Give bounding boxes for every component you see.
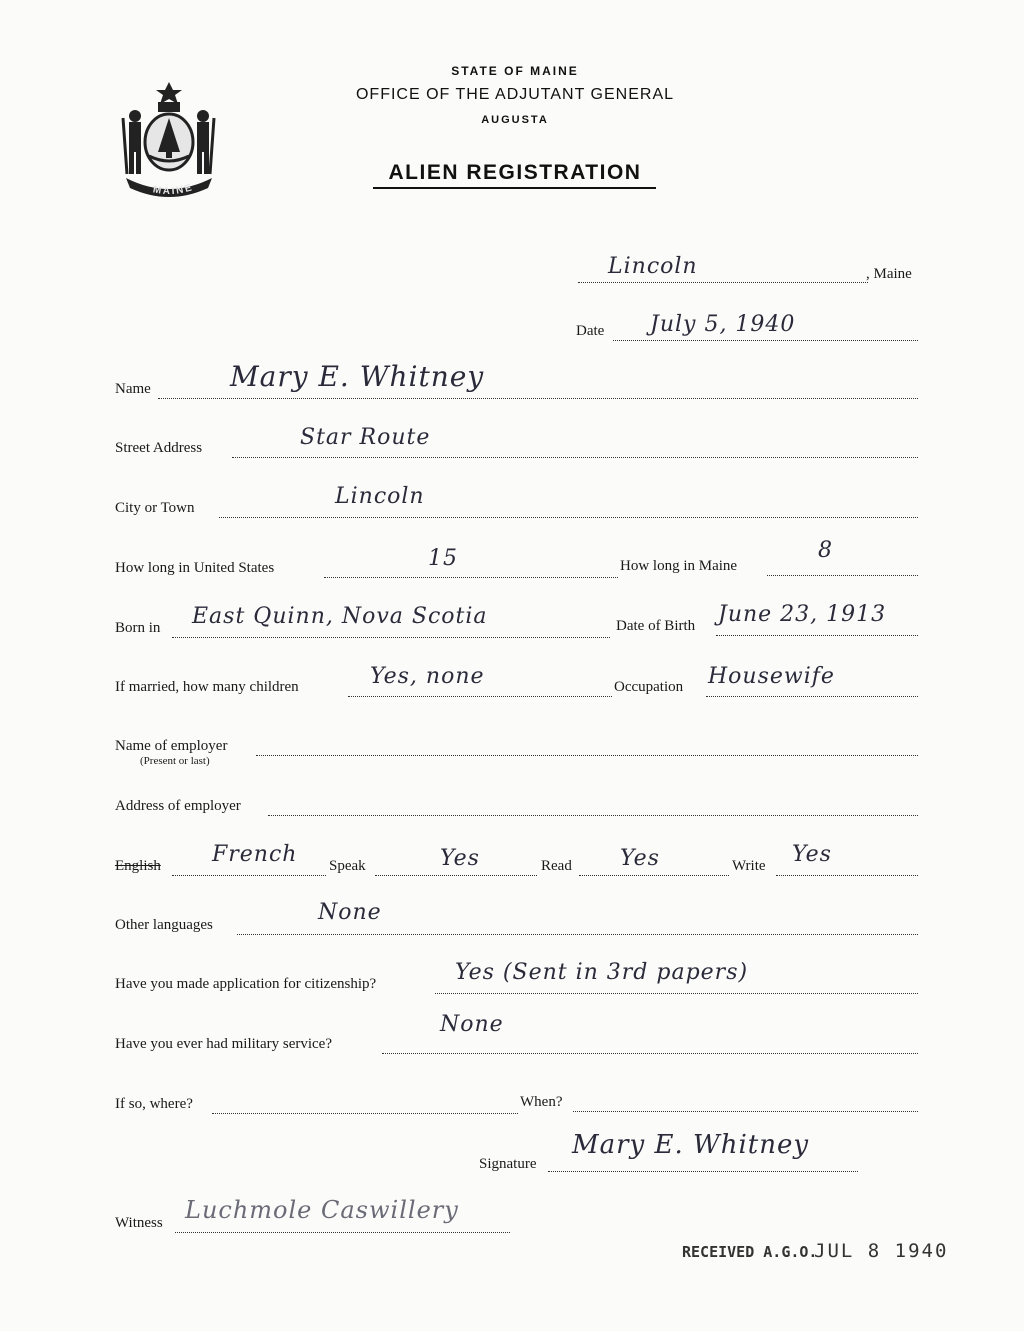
born-in-line <box>172 637 610 638</box>
other-languages-label: Other languages <box>115 917 213 933</box>
signature-line <box>548 1171 858 1172</box>
witness-label: Witness <box>115 1215 163 1231</box>
name-line <box>158 398 918 399</box>
name-label: Name <box>115 381 151 397</box>
town-value: Lincoln <box>608 254 698 279</box>
how-long-us-value: 15 <box>428 546 458 571</box>
employer-name-label: Name of employer <box>115 738 228 754</box>
street-address-label: Street Address <box>115 440 203 456</box>
other-languages-value: None <box>318 900 382 925</box>
write-label: Write <box>732 858 766 874</box>
english-label-crossed-out: English <box>115 858 161 874</box>
born-in-label: Born in <box>115 620 161 636</box>
date-label: Date <box>576 323 605 339</box>
town-line <box>578 282 868 283</box>
married-children-value: Yes, none <box>370 664 485 689</box>
military-service-label: Have you ever had military service? <box>115 1036 332 1052</box>
city-or-town-value: Lincoln <box>335 484 425 509</box>
city-heading: AUGUSTA <box>481 114 549 126</box>
married-children-line <box>348 696 612 697</box>
read-value: Yes <box>620 846 660 871</box>
if-so-where-line <box>212 1113 518 1114</box>
write-line <box>776 875 918 876</box>
occupation-value: Housewife <box>708 664 835 689</box>
date-of-birth-label: Date of Birth <box>616 618 696 634</box>
when-line <box>573 1111 918 1112</box>
citizenship-application-label: Have you made application for citizenship? <box>115 976 377 992</box>
signature-value: Mary E. Whitney <box>572 1130 810 1160</box>
witness-line <box>175 1232 510 1233</box>
write-value: Yes <box>792 842 832 867</box>
office-heading: OFFICE OF THE ADJUTANT GENERAL <box>355 86 675 103</box>
how-long-us-label: How long in United States <box>115 560 275 576</box>
read-label: Read <box>541 858 572 874</box>
form-title: ALIEN REGISTRATION <box>388 161 642 184</box>
employer-address-label: Address of employer <box>115 798 241 814</box>
maine-state-seal-icon <box>118 78 220 200</box>
employer-address-line <box>268 815 918 816</box>
name-value: Mary E. Whitney <box>230 360 485 393</box>
english-line <box>172 875 326 876</box>
seal-banner-text: MAINE <box>151 181 195 198</box>
maine-label: , Maine <box>866 266 912 282</box>
date-line <box>613 340 918 341</box>
speak-label: Speak <box>329 858 366 874</box>
how-long-us-line <box>324 577 618 578</box>
if-so-where-label: If so, where? <box>115 1096 193 1112</box>
date-of-birth-line <box>716 635 918 636</box>
how-long-maine-value: 8 <box>818 538 833 563</box>
other-languages-line <box>237 934 918 935</box>
how-long-maine-label: How long in Maine <box>620 558 738 574</box>
title-underline <box>373 187 656 189</box>
citizenship-application-value: Yes (Sent in 3rd papers) <box>455 960 749 985</box>
born-in-value: East Quinn, Nova Scotia <box>192 604 488 629</box>
svg-text:MAINE <box>152 182 195 197</box>
employer-name-note: (Present or last) <box>140 755 210 767</box>
received-stamp-label: RECEIVED A.G.O. <box>682 1243 818 1261</box>
speak-line <box>375 875 537 876</box>
occupation-label: Occupation <box>614 679 684 695</box>
street-address-value: Star Route <box>300 425 431 450</box>
speak-value: Yes <box>440 846 480 871</box>
when-label: When? <box>520 1094 563 1110</box>
date-value: July 5, 1940 <box>650 312 796 337</box>
date-of-birth-value: June 23, 1913 <box>718 602 887 627</box>
city-or-town-label: City or Town <box>115 500 195 516</box>
street-address-line <box>232 457 918 458</box>
state-heading: STATE OF MAINE <box>451 64 579 78</box>
citizenship-application-line <box>435 993 918 994</box>
how-long-maine-line <box>767 575 918 576</box>
city-or-town-line <box>219 517 918 518</box>
signature-label: Signature <box>479 1156 537 1172</box>
married-children-label: If married, how many children <box>115 679 299 695</box>
military-service-value: None <box>440 1012 504 1037</box>
military-service-line <box>382 1053 918 1054</box>
read-line <box>579 875 729 876</box>
occupation-line <box>706 696 918 697</box>
employer-name-line <box>256 755 918 756</box>
language-written-in-value: French <box>212 842 298 867</box>
witness-value: Luchmole Caswillery <box>185 1196 459 1224</box>
received-stamp-date: JUL 8 1940 <box>814 1240 949 1262</box>
